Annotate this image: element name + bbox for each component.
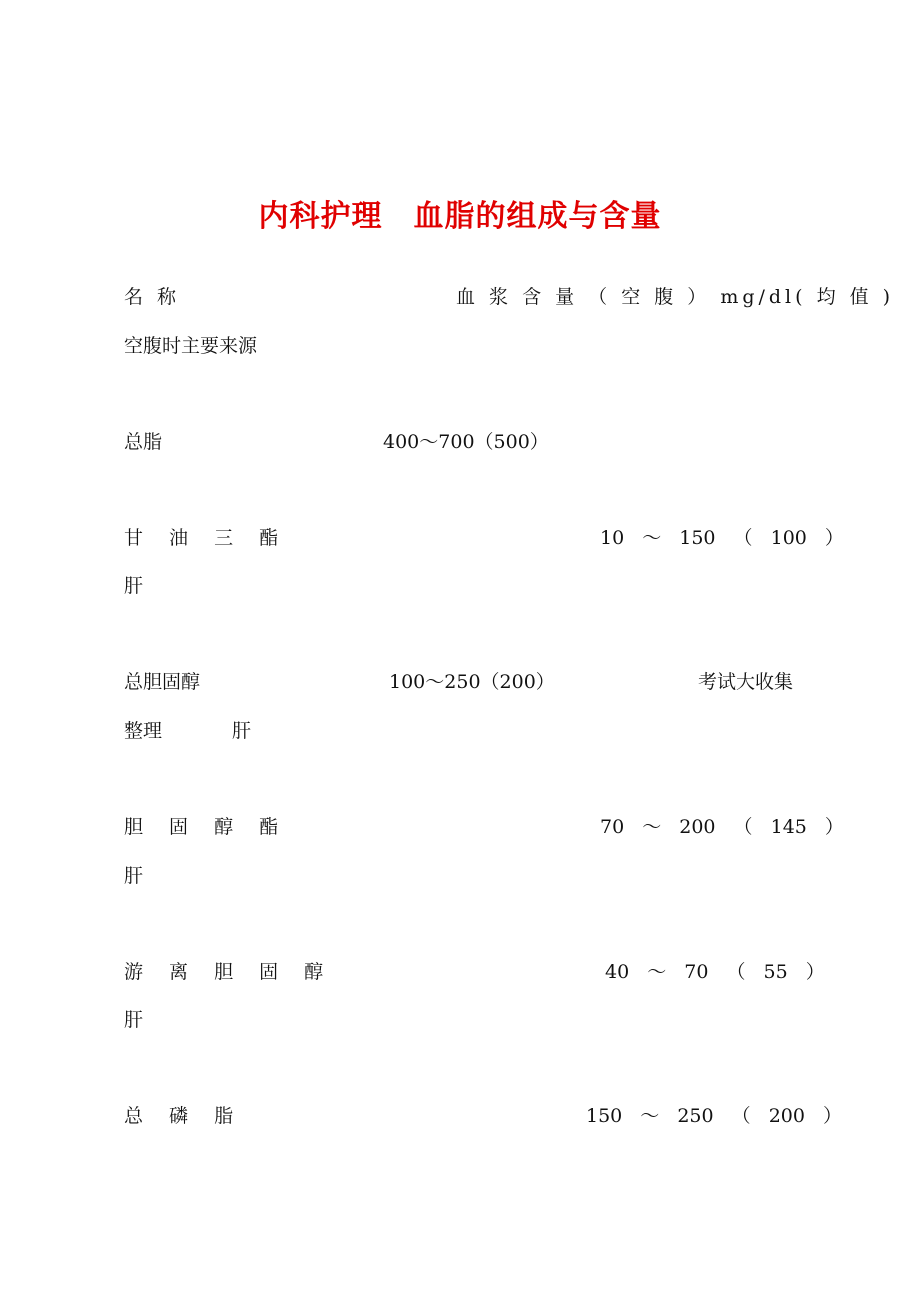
row-name: 游 离 胆 固 醇 <box>124 961 334 983</box>
row-note: 考试大收集 <box>698 671 794 693</box>
row-name: 胆 固 醇 酯 <box>124 816 289 838</box>
row-source: 肝 <box>124 575 144 597</box>
row-value: 400～700（500） <box>383 431 549 453</box>
row-source: 肝 <box>124 1009 144 1031</box>
page-title: 内科护理 血脂的组成与含量 <box>258 199 662 234</box>
row-value: 100～250（200） <box>389 671 555 693</box>
column-header-content: 血 浆 含 量 （ 空 腹 ） mg/dl( 均 值 ) <box>456 286 895 308</box>
row-source: 肝 <box>124 865 144 887</box>
row-source: 肝 <box>232 720 252 742</box>
row-name: 总 磷 脂 <box>124 1105 244 1127</box>
row-value: 40 ～ 70 （ 55 ） <box>605 961 825 983</box>
row-value: 70 ～ 200 （ 145 ） <box>600 816 844 838</box>
column-header-source: 空腹时主要来源 <box>124 335 258 357</box>
row-name: 甘 油 三 酯 <box>124 527 289 549</box>
row-note-continued: 整理 <box>124 720 163 742</box>
row-value: 150 ～ 250 （ 200 ） <box>586 1105 842 1127</box>
column-header-name: 名 称 <box>124 286 181 308</box>
row-name: 总脂 <box>124 431 163 453</box>
row-name: 总胆固醇 <box>124 671 201 693</box>
row-value: 10 ～ 150 （ 100 ） <box>600 527 844 549</box>
